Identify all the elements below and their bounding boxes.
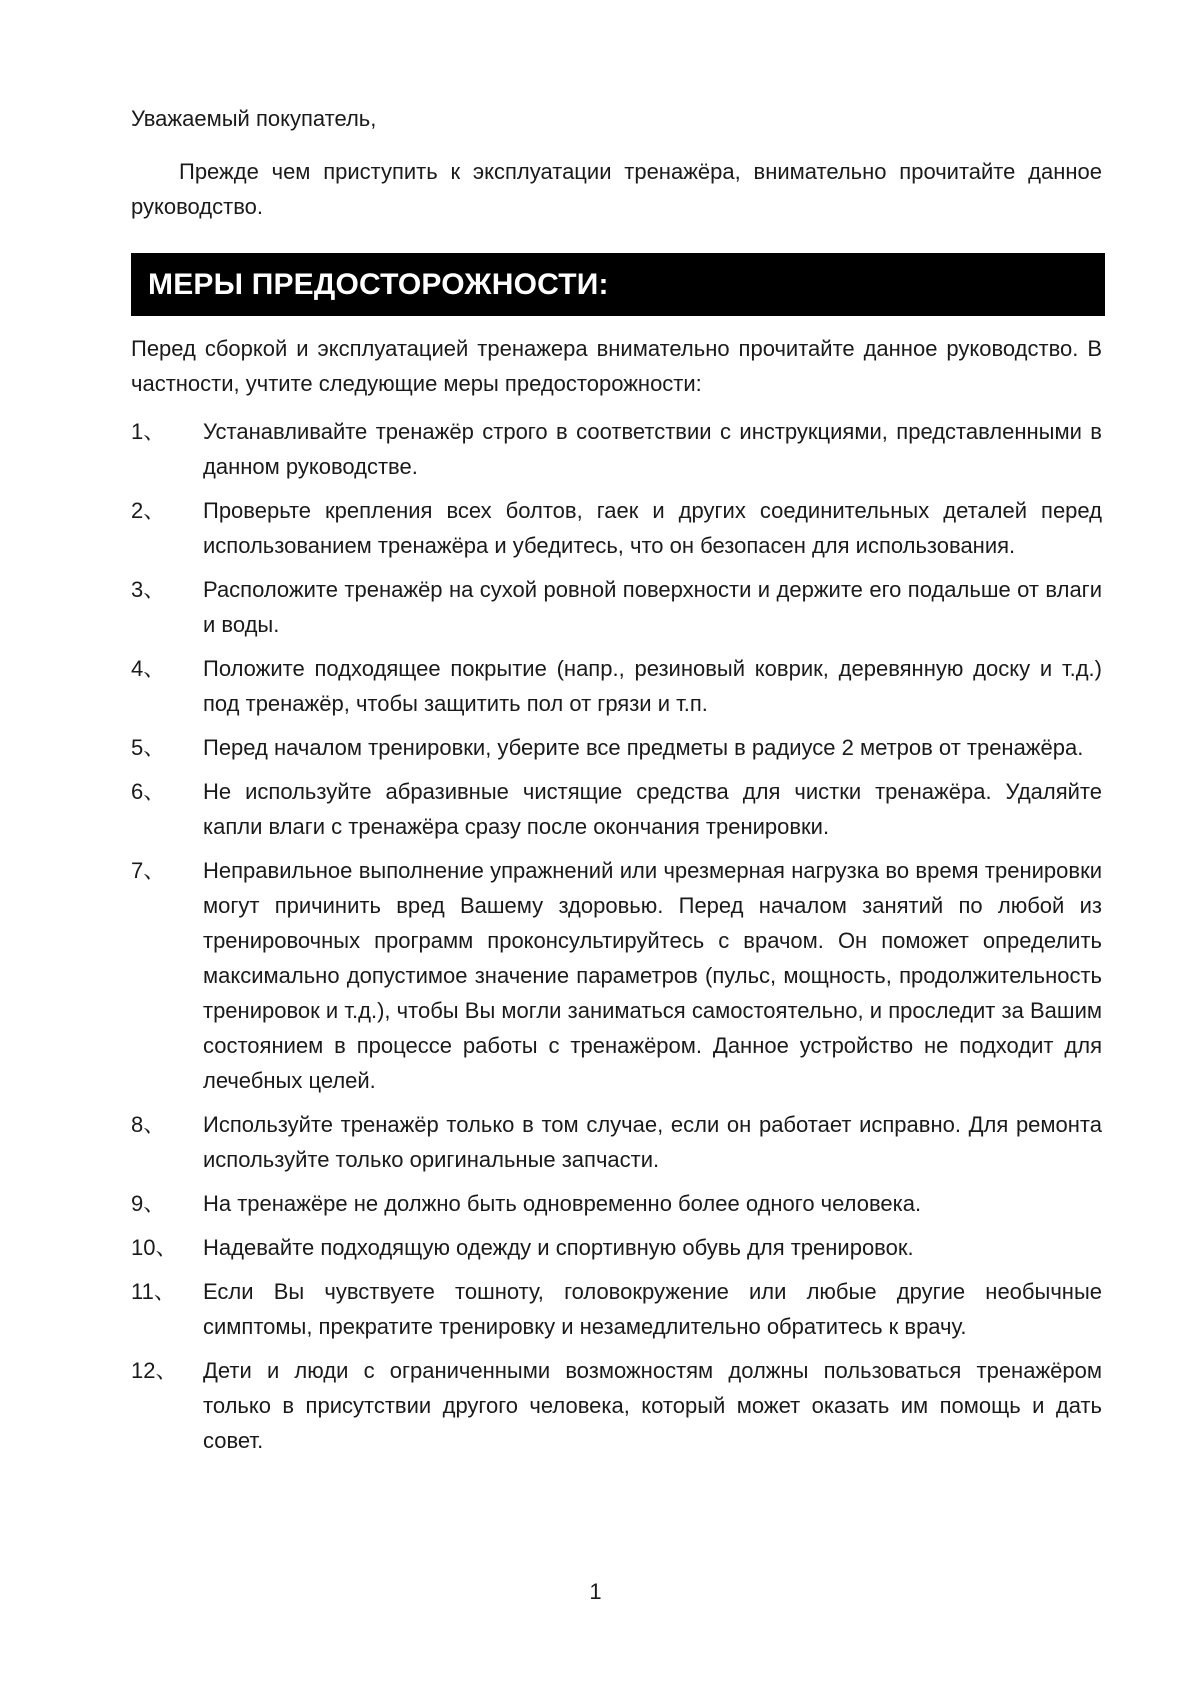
list-item-text: На тренажёре не должно быть одновременно более одного человека.	[203, 1191, 922, 1216]
list-item-text: Перед началом тренировки, уберите все предметы в радиусе 2 метров от тренажёра.	[203, 735, 1084, 760]
list-item	[131, 1230, 1102, 1265]
list-item	[131, 853, 1102, 1098]
list-item	[131, 414, 1102, 484]
list-item-number: 8、	[131, 1112, 166, 1137]
list-item-number: 12、	[131, 1358, 178, 1383]
list-item	[131, 1107, 1102, 1177]
list-item-number: 6、	[131, 779, 166, 804]
list-item-text: Не используйте абразивные чистящие средства для чистки тренажёра. Удаляйте капли влаги с тренажёра сразу после окончания тренировки.	[203, 779, 1102, 839]
list-item-text: Устанавливайте тренажёр строго в соответствии с инструкциями, представленными в данном руководстве.	[203, 419, 1102, 479]
list-item	[131, 1353, 1102, 1458]
list-item	[131, 730, 1102, 765]
list-item-text: Расположите тренажёр на сухой ровной поверхности и держите его подальше от влаги и воды.	[203, 577, 1102, 637]
section-title: МЕРЫ ПРЕДОСТОРОЖНОСТИ:	[148, 267, 609, 301]
list-item-text: Дети и люди с ограниченными возможностям должны пользоваться тренажёром только в присутствии другого человека, который может оказать им помощь и дать совет.	[203, 1358, 1102, 1453]
list-item-number: 5、	[131, 735, 166, 760]
list-item-number: 9、	[131, 1191, 166, 1216]
section-banner	[131, 253, 1105, 316]
list-item-text: Положите подходящее покрытие (напр., резиновый коврик, деревянную доску и т.д.) под тренажёр, чтобы защитить пол от грязи и т.п.	[203, 656, 1102, 716]
list-item	[131, 1274, 1102, 1344]
list-item-number: 10、	[131, 1235, 178, 1260]
lead-paragraph: Перед сборкой и эксплуатацией тренажера внимательно прочитайте данное руководство. В частности, учтите следующие меры предосторожности:	[131, 336, 1102, 396]
page-number: 1	[589, 1579, 602, 1604]
intro-paragraph: Прежде чем приступить к эксплуатации тренажёра, внимательно прочитайте данное руководство.	[131, 159, 1102, 219]
list-item-number: 11、	[131, 1279, 176, 1304]
list-item-number: 4、	[131, 656, 166, 681]
list-item-number: 3、	[131, 577, 166, 602]
list-item	[131, 774, 1102, 844]
list-item-text: Если Вы чувствуете тошноту, головокружение или любые другие необычные симптомы, прекратите тренировку и незамедлительно обратитесь к врачу.	[203, 1279, 1102, 1339]
list-item-text: Проверьте крепления всех болтов, гаек и других соединительных деталей перед использованием тренажёра и убедитесь, что он безопасен для использования.	[203, 498, 1102, 558]
list-item	[131, 493, 1102, 563]
greeting: Уважаемый покупатель,	[131, 106, 377, 131]
list-item-number: 1、	[131, 419, 166, 444]
list-item-text: Надевайте подходящую одежду и спортивную обувь для тренировок.	[203, 1235, 914, 1260]
list-item-number: 2、	[131, 498, 166, 523]
list-item	[131, 1186, 1102, 1221]
list-item	[131, 572, 1102, 642]
safety-rules-list	[131, 414, 1102, 1467]
list-item-text: Неправильное выполнение упражнений или чрезмерная нагрузка во время тренировки могут причинить вред Вашему здоровью. Перед началом занятий по любой из тренировочных программ проконсультируйтесь с врачом. Он поможет определить максимально допустимое значение параметров (пульс, мощность, продолжительность тренировок и т.д.), чтобы Вы могли заниматься самостоятельно, и проследит за Вашим состоянием в процессе работы с тренажёром. Данное устройство не подходит для лечебных целей.	[203, 858, 1102, 1093]
list-item-number: 7、	[131, 858, 166, 883]
list-item	[131, 651, 1102, 721]
list-item-text: Используйте тренажёр только в том случае, если он работает исправно. Для ремонта используйте только оригинальные запчасти.	[203, 1112, 1102, 1172]
